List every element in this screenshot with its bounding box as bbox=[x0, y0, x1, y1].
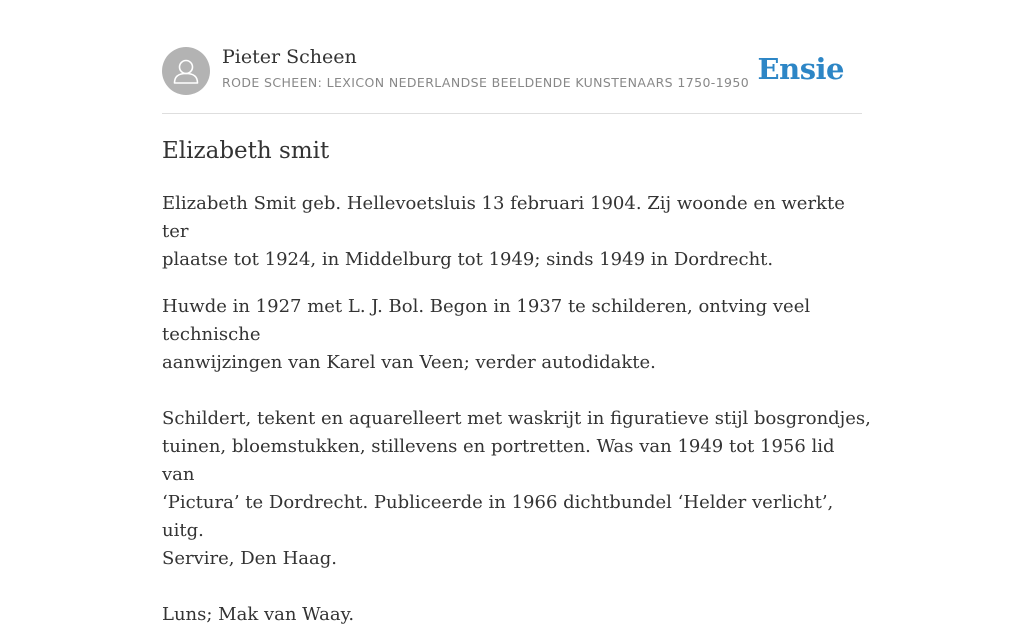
article-title: Elizabeth smit bbox=[162, 138, 330, 164]
paragraph: Elizabeth Smit geb. Hellevoetsluis 13 februari 1904. Zij woonde en werkte ter plaatse tot 1924, in Middelburg tot 1949; sinds 1949 in Dordrecht. bbox=[162, 193, 845, 270]
article-body bbox=[162, 190, 872, 629]
user-icon bbox=[162, 47, 210, 95]
source-title[interactable]: RODE SCHEEN: LEXICON NEDERLANDSE BEELDENDE KUNSTENAARS 1750-1950 bbox=[222, 75, 750, 90]
article-header bbox=[162, 44, 862, 114]
paragraph: Huwde in 1927 met L. J. Bol. Begon in 1937 te schilderen, ontving veel technische aanwijzingen van Karel van Veen; verder autodidakte. bbox=[162, 296, 811, 373]
author-name[interactable]: Pieter Scheen bbox=[222, 46, 357, 68]
brand-logo[interactable]: Ensie bbox=[757, 52, 844, 86]
paragraph: Luns; Mak van Waay. bbox=[162, 604, 355, 625]
author-avatar[interactable] bbox=[162, 47, 210, 95]
paragraph: Schildert, tekent en aquarelleert met waskrijt in figuratieve stijl bosgrondjes, tuinen, bloemstukken, stillevens en portretten. Was van 1949 tot 1956 lid van ‘Pictura’ te Dordrecht. Publiceerde in 1966 dichtbundel ‘Helder verlicht’, uitg. Servire, Den Haag. bbox=[162, 408, 871, 569]
